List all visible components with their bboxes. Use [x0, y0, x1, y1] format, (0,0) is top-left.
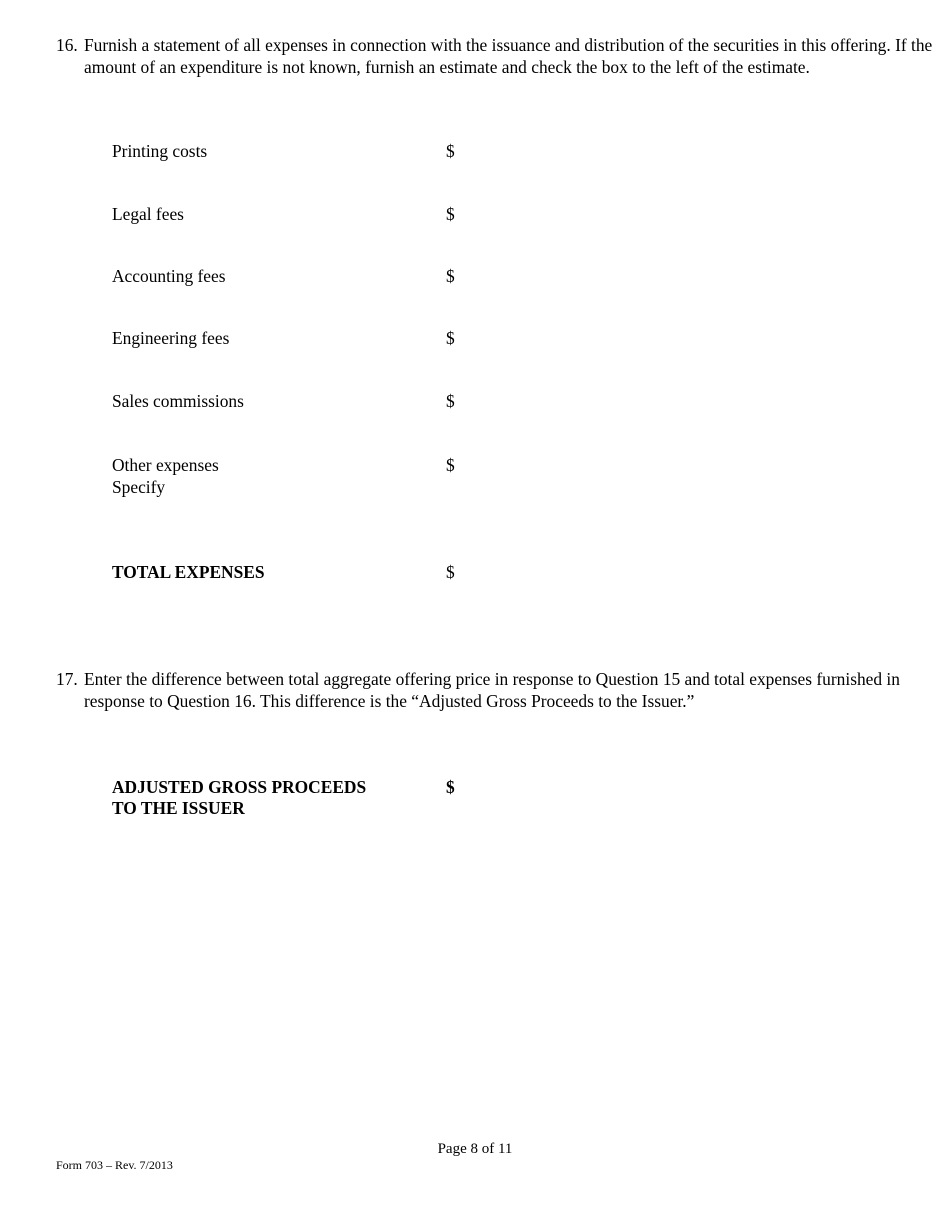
- engineering-fees-label: Engineering fees: [112, 328, 230, 348]
- total-expenses-currency: $: [446, 562, 455, 582]
- question-17-number: 17.: [56, 669, 78, 689]
- total-expenses-label: TOTAL EXPENSES: [112, 562, 265, 582]
- question-17-text: Enter the difference between total aggregate offering price in response to Question 15 and total expenses furnished in response to Question 16. This difference is the “Adjusted Gross Proceeds to the Issuer.”: [84, 669, 900, 711]
- engineering-fees-currency: $: [446, 328, 455, 348]
- page-number: Page 8 of 11: [437, 1141, 513, 1157]
- question-16-text: Furnish a statement of all expenses in connection with the issuance and distribution of the securities in this offering. If the amount of an expenditure is not known, furnish an estimate and check the box to the left of the estimate.: [84, 35, 933, 77]
- legal-fees-currency: $: [446, 204, 455, 224]
- form-revision: Form 703 – Rev. 7/2013: [56, 1158, 173, 1172]
- accounting-fees-currency: $: [446, 266, 455, 286]
- question-16-number: 16.: [56, 35, 78, 55]
- legal-fees-label: Legal fees: [112, 204, 184, 224]
- other-expenses-label: Other expenses: [112, 455, 219, 475]
- other-expenses-currency: $: [446, 455, 455, 475]
- printing-costs-label: Printing costs: [112, 141, 208, 161]
- sales-commissions-currency: $: [446, 391, 455, 411]
- sales-commissions-label: Sales commissions: [112, 391, 244, 411]
- accounting-fees-label: Accounting fees: [112, 266, 226, 286]
- adjusted-gross-proceeds-currency: $: [446, 777, 455, 797]
- adjusted-gross-proceeds-label-line1: ADJUSTED GROSS PROCEEDS: [112, 777, 367, 797]
- printing-costs-currency: $: [446, 141, 455, 161]
- other-expenses-specify-label: Specify: [112, 477, 166, 497]
- adjusted-gross-proceeds-label-line2: TO THE ISSUER: [112, 798, 245, 818]
